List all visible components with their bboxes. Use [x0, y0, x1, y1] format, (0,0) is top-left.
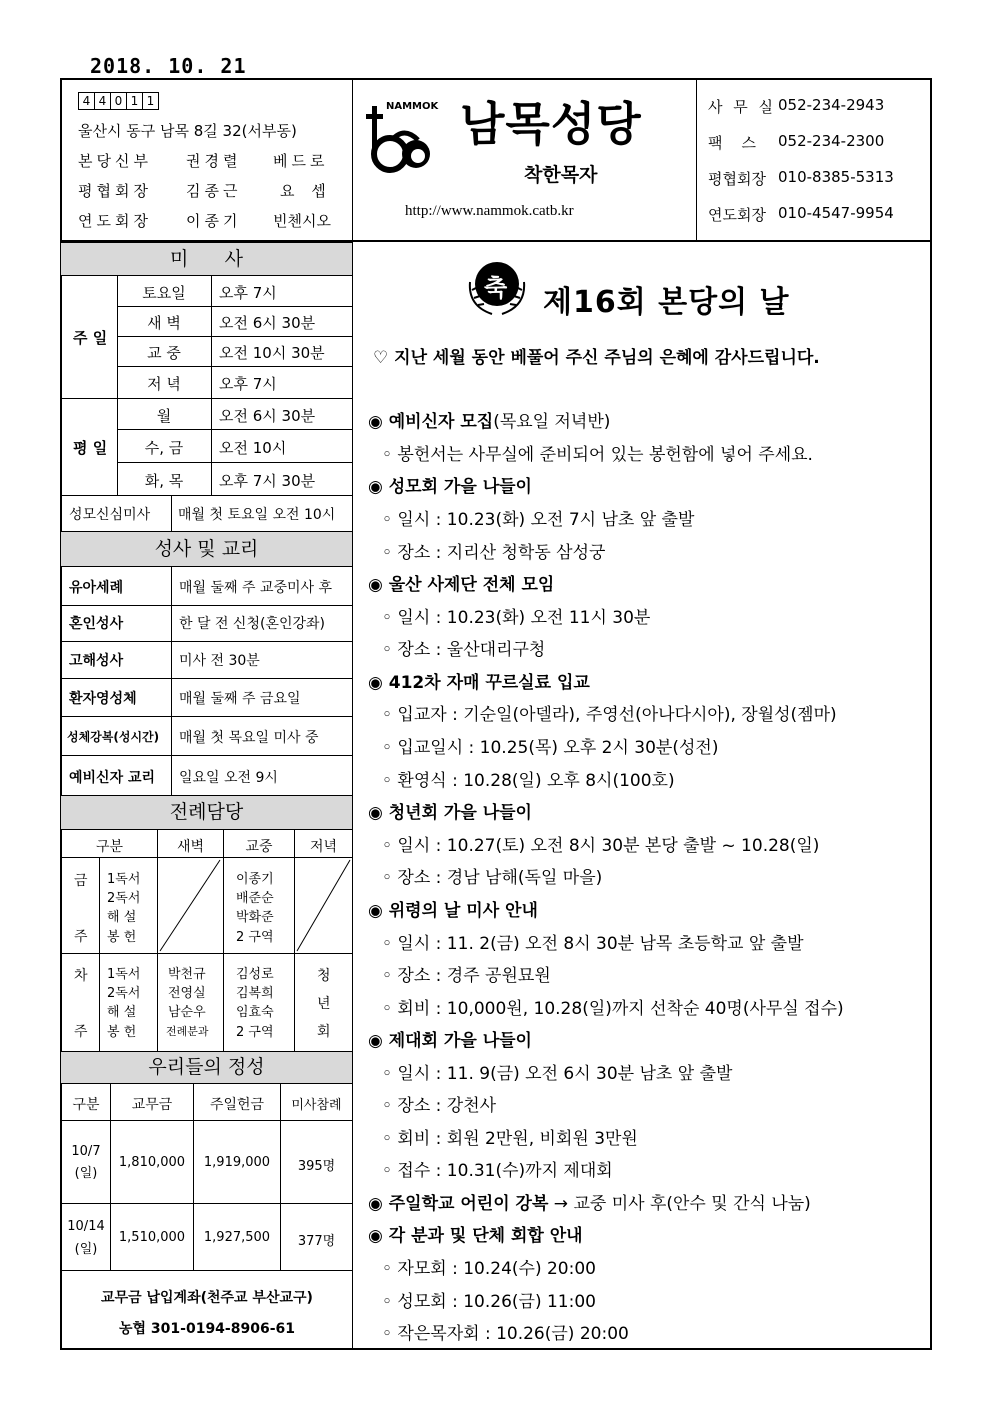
liturgy-role: 2독서: [107, 891, 141, 906]
liturgy-group: 년: [317, 996, 331, 1012]
offering-value: 1,510,000: [118, 1230, 186, 1245]
offering-value: 395명: [297, 1159, 336, 1174]
notice-heading: [368, 668, 590, 693]
notice-title: ◉ 위령의 날 미사 안내: [368, 901, 538, 921]
notice-item: ◦ 입교일시 : 10.25(목) 오후 2시 30분(성전): [382, 738, 719, 758]
mass-time-label: 새 벽: [147, 314, 181, 332]
mass-time: 오후 7시: [219, 284, 277, 302]
liturgy-group: 청: [317, 968, 331, 984]
celebration-badge: [462, 254, 532, 320]
feature-title: 제16회 본당의 날: [543, 285, 790, 320]
row-line: [61, 605, 352, 606]
officer-role: 본당신부: [78, 152, 152, 170]
liturgy-person: 2 구역: [236, 1025, 274, 1040]
empty-slot-slash: [295, 858, 352, 953]
col-line: [99, 857, 100, 1051]
offerings-header: 교무금: [131, 1097, 173, 1113]
row-line: [117, 429, 352, 430]
officer-baptism: 요 셉: [280, 182, 332, 200]
next-week-label: 차: [74, 968, 88, 984]
sacrament-name: 유아세례: [69, 580, 124, 596]
contact-label: 사 무 실: [708, 98, 777, 116]
liturgy-person: 김성로: [236, 967, 274, 982]
notice-heading: [368, 1026, 532, 1051]
notice-item: ◦ 봉헌서는 사무실에 준비되어 있는 봉헌함에 넣어 주세요.: [382, 445, 813, 465]
account-number: 농협 301-0194-8906-61: [119, 1321, 295, 1337]
notice-heading: [368, 472, 532, 497]
officer-baptism: 베드로: [273, 152, 329, 170]
liturgy-role: 1독서: [107, 872, 141, 887]
zip-digit: 1: [126, 92, 143, 110]
contact-value: 010-8385-5313: [778, 168, 894, 186]
col-line: [171, 567, 172, 795]
liturgy-person: 남순우: [168, 1005, 206, 1020]
this-week-label: 금: [74, 873, 88, 889]
sacrament-info: 매월 둘째 주 교중미사 후: [179, 580, 333, 596]
officer-name: 권경렬: [186, 152, 242, 170]
notice-title: ◉ 제대회 가을 나들이: [368, 1031, 532, 1051]
notice-item: ◦ 장소 : 지리산 청학동 삼성궁: [382, 543, 606, 563]
row-line: [61, 495, 352, 496]
notice-heading: [368, 798, 532, 823]
this-week-label: 주: [74, 929, 88, 945]
zip-code: [78, 92, 158, 110]
liturgy-role: 봉 헌: [107, 930, 137, 945]
mass-section-title: 미 사: [61, 242, 352, 276]
liturgy-person: 박화준: [236, 910, 274, 925]
mass-time: 오전 10시: [219, 439, 287, 457]
contact-label: 팩 스: [708, 134, 757, 152]
address: 울산시 동구 남목 8길 32(서부동): [78, 122, 297, 140]
row-line: [117, 462, 352, 463]
notice-item: ◦ 장소 : 경남 남해(독일 마을): [382, 868, 603, 888]
liturgy-person: 김복희: [236, 986, 274, 1001]
contact-value: 010-4547-9954: [778, 204, 894, 222]
liturgy-person: 임효숙: [236, 1005, 274, 1020]
notice-item: ◦ 환영식 : 10.28(일) 오후 8시(100호): [382, 771, 675, 791]
notice-title: ◉ 주일학교 어린이 강복: [368, 1194, 549, 1214]
liturgy-header: 구분: [95, 839, 124, 855]
notice-title: ◉ 청년회 가을 나들이: [368, 803, 532, 823]
offering-date: 10/7: [71, 1144, 101, 1159]
notice-title: ◉ 울산 사제단 전체 모임: [368, 575, 555, 595]
notice-title: ◉ 성모회 가을 나들이: [368, 477, 532, 497]
parish-url[interactable]: http://www.nammok.catb.kr: [405, 203, 574, 219]
officer-baptism: 빈첸시오: [273, 212, 331, 230]
mass-time-label: 수, 금: [144, 439, 184, 457]
officer-name: 이종기: [186, 212, 242, 230]
liturgy-header: 새벽: [176, 839, 205, 855]
special-mass-label: 성모신심미사: [69, 507, 151, 523]
mass-time: 오전 10시 30분: [219, 344, 325, 362]
notice-heading: [368, 1221, 583, 1246]
notice-title: ◉ 예비신자 모집: [368, 412, 494, 432]
sacrament-info: 미사 전 30분: [179, 653, 260, 669]
offerings-header: 미사참례: [291, 1098, 342, 1113]
offering-day: (일): [74, 1242, 98, 1257]
notice-item: ◦ 장소 : 울산대리구청: [382, 640, 546, 660]
offering-value: 377명: [297, 1234, 336, 1249]
liturgy-person: 전영실: [168, 986, 206, 1001]
parish-motto: 착한목자: [524, 164, 598, 186]
liturgy-group: 회: [317, 1024, 331, 1040]
badge-text: 축: [484, 274, 508, 302]
zip-digit: 1: [142, 92, 159, 110]
contact-value: 052-234-2300: [778, 132, 885, 150]
row-line: [61, 953, 352, 954]
sacrament-name: 고해성사: [69, 653, 124, 669]
notice-heading: [368, 1189, 811, 1214]
mass-time-label: 저 녁: [147, 375, 181, 393]
offering-value: 1,927,500: [203, 1230, 271, 1245]
liturgy-role: 해 설: [107, 910, 137, 925]
account-title: 교무금 납입계좌(천주교 부산교구): [101, 1290, 313, 1306]
next-week-label: 주: [74, 1024, 88, 1040]
special-mass-time: 매월 첫 토요일 오전 10시: [178, 507, 336, 523]
liturgy-person: 2 구역: [236, 930, 274, 945]
offering-day: (일): [74, 1166, 98, 1181]
row-line: [61, 1120, 352, 1121]
notice-item: ◦ 일시 : 11. 2(금) 오전 8시 30분 남목 초등학교 앞 출발: [382, 934, 804, 954]
row-line: [117, 336, 352, 337]
sacrament-info: 매월 둘째 주 금요일: [179, 691, 301, 707]
zip-digit: 4: [94, 92, 111, 110]
notice-item: ◦ 접수 : 10.31(수)까지 제대회: [382, 1161, 613, 1181]
row-line: [61, 1203, 352, 1204]
mass-time-label: 교 중: [147, 344, 181, 362]
liturgy-person: 전례분과: [166, 1025, 209, 1038]
offerings-header: 주일헌금: [209, 1097, 265, 1113]
notice-heading: [368, 407, 610, 432]
notice-item: ◦ 일시 : 10.23(화) 오전 7시 남초 앞 출발: [382, 510, 695, 530]
liturgy-section-title: 전례담당: [61, 795, 352, 830]
notice-item: ◦ 일시 : 11. 9(금) 오전 6시 30분 남초 앞 출발: [382, 1064, 733, 1084]
sacrament-name: 환자영성체: [69, 691, 137, 707]
mass-time: 오후 7시: [219, 375, 277, 393]
notice-item: ◦ 장소 : 경주 공원묘원: [382, 966, 551, 986]
weekday-label: 평 일: [73, 439, 108, 457]
empty-slot-slash: [158, 858, 223, 953]
sacrament-name: 혼인성사: [69, 616, 124, 632]
notice-item: ◦ 장소 : 강천사: [382, 1096, 497, 1116]
liturgy-role: 봉 헌: [107, 1025, 137, 1040]
row-line: [117, 366, 352, 367]
notice-item: ◦ 일시 : 10.23(화) 오전 11시 30분: [382, 608, 651, 628]
notice-item: ◦ 자모회 : 10.24(수) 20:00: [382, 1259, 596, 1279]
row-line: [61, 755, 352, 756]
notice-title-suffix: (목요일 저녁반): [493, 412, 611, 432]
notice-heading: [368, 570, 554, 595]
mass-time-label: 화, 목: [144, 472, 184, 490]
contact-value: 052-234-2943: [778, 96, 885, 114]
col-line: [171, 495, 172, 531]
notice-heading: [368, 896, 538, 921]
offering-date: 10/14: [67, 1219, 105, 1234]
liturgy-header: 교중: [245, 839, 273, 855]
row-line: [61, 678, 352, 679]
contact-label: 평협회장: [708, 170, 766, 188]
bulletin-date: 2018. 10. 21: [90, 54, 247, 78]
mass-time-label: 월: [156, 407, 172, 425]
officer-name: 김종근: [186, 182, 242, 200]
row-line: [61, 716, 352, 717]
offering-value: 1,810,000: [118, 1155, 186, 1170]
row-line: [117, 306, 352, 307]
offerings-header: 구분: [72, 1097, 100, 1113]
sacrament-info: 매월 첫 목요일 미사 중: [179, 730, 319, 746]
liturgy-person: 박천규: [168, 967, 206, 982]
liturgy-role: 1독서: [107, 967, 141, 982]
row-line: [61, 641, 352, 642]
notice-item: ◦ 입교자 : 기순일(아델라), 주영선(아나다시아), 장월성(젬마): [382, 705, 837, 725]
mass-time-label: 토요일: [142, 284, 186, 302]
notice-title: ◉ 각 분과 및 단체 회합 안내: [368, 1226, 583, 1246]
zip-digit: 4: [78, 92, 95, 110]
notice-item: ◦ 일시 : 10.27(토) 오전 8시 30분 본당 출발 ~ 10.28(일): [382, 836, 820, 856]
notice-item: ◦ 회비 : 10,000원, 10.28(일)까지 선착순 40명(사무실 접수): [382, 999, 844, 1019]
sacrament-name: 예비신자 교리: [69, 770, 156, 786]
offering-value: 1,919,000: [203, 1155, 271, 1170]
contact-divider: [696, 79, 697, 240]
sacrament-info: 일요일 오전 9시: [179, 770, 278, 786]
logo-text: NAMMOK: [386, 101, 439, 112]
liturgy-header: 저녁: [309, 839, 338, 855]
zip-digit: 0: [110, 92, 127, 110]
parish-name: 남목성당: [460, 97, 642, 151]
column-divider: [352, 79, 353, 1349]
notice-item: ◦ 작은목자회 : 10.26(금) 20:00: [382, 1324, 629, 1344]
sunday-label: 주 일: [73, 329, 108, 347]
sacraments-section-title: 성사 및 교리: [61, 531, 352, 567]
notice-title: ◉ 412차 자매 꾸르실료 입교: [368, 673, 590, 693]
liturgy-role: 2독서: [107, 986, 141, 1001]
sacrament-info: 한 달 전 신청(혼인강좌): [179, 616, 325, 632]
mass-time: 오전 6시 30분: [219, 314, 316, 332]
row-line: [61, 398, 352, 399]
sacrament-name: 성체강복(성시간): [67, 730, 160, 744]
notice-item: ◦ 성모회 : 10.26(금) 11:00: [382, 1292, 596, 1312]
offerings-section-title: 우리들의 정성: [61, 1051, 352, 1084]
mass-time: 오전 6시 30분: [219, 407, 316, 425]
liturgy-person: 배준순: [236, 891, 274, 906]
notice-item: ◦ 회비 : 회원 2만원, 비회원 3만원: [382, 1129, 638, 1149]
liturgy-person: 이종기: [236, 872, 274, 887]
liturgy-role: 해 설: [107, 1005, 137, 1020]
feature-thanks: ♡ 지난 세월 동안 베풀어 주신 주님의 은혜에 감사드립니다.: [373, 348, 820, 368]
notice-title-suffix: → 교중 미사 후(안수 및 간식 나눔): [548, 1194, 811, 1214]
contact-label: 연도회장: [708, 206, 766, 224]
mass-time: 오후 7시 30분: [219, 472, 316, 490]
col-line: [223, 830, 224, 1051]
officer-role: 연도회장: [78, 212, 152, 230]
row-line: [61, 1270, 352, 1271]
officer-role: 평협회장: [78, 182, 152, 200]
